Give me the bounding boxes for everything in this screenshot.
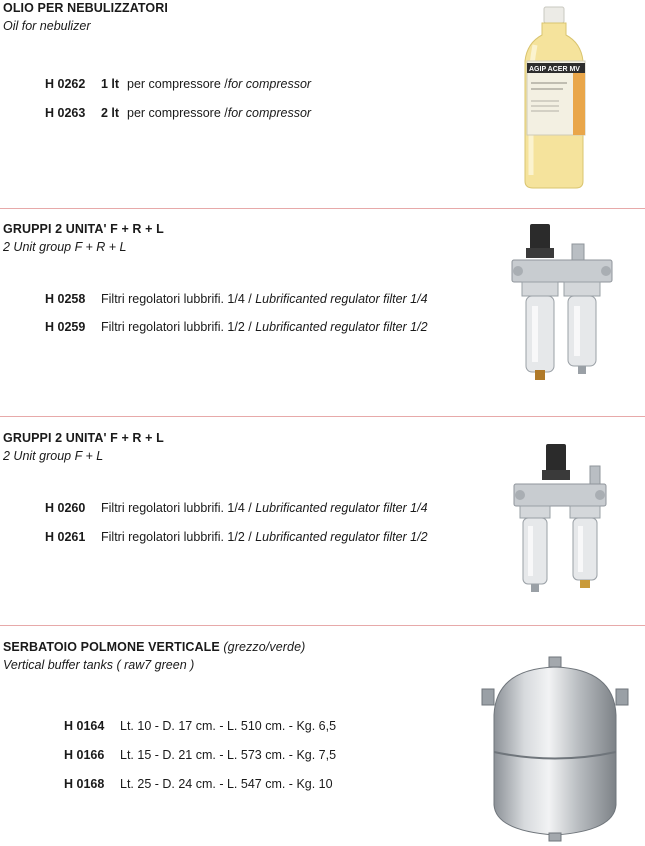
list-item bbox=[45, 292, 428, 306]
item-desc: Lt. 10 - D. 17 cm. - L. 510 cm. - Kg. 6,5 bbox=[120, 719, 337, 733]
item-code: H 0261 bbox=[45, 530, 86, 544]
oil-bottle-image bbox=[515, 5, 595, 191]
item-desc: Lt. 25 - D. 24 cm. - L. 547 cm. - Kg. 10 bbox=[120, 777, 333, 791]
list-item bbox=[45, 530, 428, 544]
list-item bbox=[45, 320, 428, 334]
item-desc: Filtri regolatori lubbrifi. 1/4 / bbox=[101, 292, 256, 306]
bottle-label-text: AGIP ACER MV bbox=[529, 66, 580, 73]
section-title-fl: GRUPPI 2 UNITA' F + R + L bbox=[3, 431, 164, 445]
item-desc: Filtri regolatori lubbrifi. 1/2 / bbox=[101, 530, 256, 544]
item-desc: per compressore / bbox=[127, 77, 228, 91]
item-desc-en: for compressor bbox=[227, 106, 312, 120]
item-desc: Lt. 15 - D. 21 cm. - L. 573 cm. - Kg. 7,5 bbox=[120, 748, 337, 762]
item-size: 2 lt bbox=[101, 106, 120, 120]
item-code: H 0166 bbox=[64, 748, 105, 762]
section-title-suffix: (grezzo/verde) bbox=[223, 640, 306, 654]
item-desc-en: for compressor bbox=[227, 77, 312, 91]
section-subtitle-frl: 2 Unit group F + R + L bbox=[3, 240, 127, 254]
item-desc-en: Lubrificanted regulator filter 1/4 bbox=[255, 292, 428, 306]
item-desc-en: Lubrificanted regulator filter 1/2 bbox=[255, 320, 428, 334]
section-title-frl: GRUPPI 2 UNITA' F + R + L bbox=[3, 222, 164, 236]
list-item bbox=[64, 719, 336, 733]
list-item bbox=[64, 777, 333, 791]
item-desc: Filtri regolatori lubbrifi. 1/4 / bbox=[101, 501, 256, 515]
section-title-text: SERBATOIO POLMONE VERTICALE bbox=[3, 640, 220, 654]
item-code: H 0263 bbox=[45, 106, 86, 120]
item-code: H 0260 bbox=[45, 501, 86, 515]
section-subtitle-oil: Oil for nebulizer bbox=[3, 19, 91, 33]
divider bbox=[0, 208, 645, 209]
item-size: 1 lt bbox=[101, 77, 120, 91]
list-item bbox=[45, 501, 428, 515]
filter-lubricator-image bbox=[510, 440, 610, 595]
section-subtitle-tanks: Vertical buffer tanks ( raw7 green ) bbox=[3, 658, 195, 672]
item-code: H 0262 bbox=[45, 77, 86, 91]
item-desc: Filtri regolatori lubbrifi. 1/2 / bbox=[101, 320, 256, 334]
divider bbox=[0, 416, 645, 417]
section-title-oil: OLIO PER NEBULIZZATORI bbox=[3, 1, 168, 15]
section-title-tanks bbox=[3, 640, 305, 654]
item-desc: per compressore / bbox=[127, 106, 228, 120]
item-code: H 0259 bbox=[45, 320, 86, 334]
list-item bbox=[45, 77, 311, 91]
list-item bbox=[64, 748, 336, 762]
buffer-tank-image bbox=[478, 655, 633, 843]
section-subtitle-fl: 2 Unit group F + L bbox=[3, 449, 104, 463]
list-item bbox=[45, 106, 311, 120]
divider bbox=[0, 625, 645, 626]
item-code: H 0258 bbox=[45, 292, 86, 306]
item-desc-en: Lubrificanted regulator filter 1/4 bbox=[255, 501, 428, 515]
item-code: H 0164 bbox=[64, 719, 105, 733]
item-desc-en: Lubrificanted regulator filter 1/2 bbox=[255, 530, 428, 544]
item-code: H 0168 bbox=[64, 777, 105, 791]
filter-regulator-lubricator-image bbox=[508, 220, 618, 386]
